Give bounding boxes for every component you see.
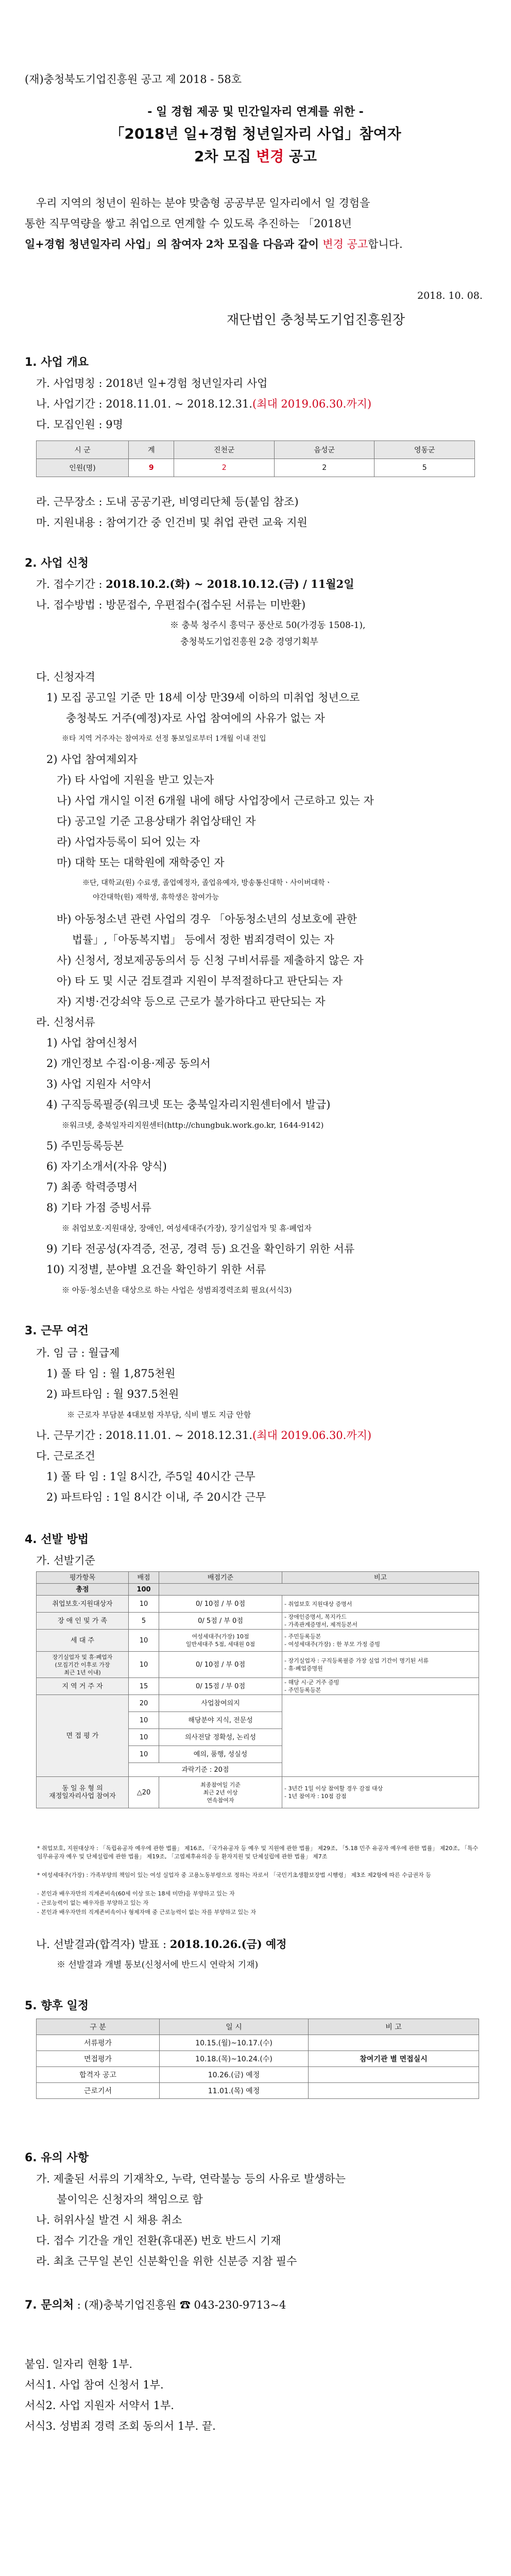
criteria-row-note: - 장애인증명서, 복지카드 - 가족관계증명서, 제적등본서 [282,1613,479,1630]
tie-note: - 3년간 1일 이상 참여할 경우 감점 대상 - 1년 참여자 : 10점 감점 [282,1777,479,1808]
caution-item: 가. 제출된 서류의 기재착오, 누락, 연락불능 등의 사유로 발생하는 [36,2173,346,2185]
sec3-period-text: 나. 근무기간 : 2018.11.01. ~ 2018.12.31. [36,1429,252,1442]
document-item: 4) 구직등록필증(워크넷 또는 충북일자리지원센터에서 발급) [46,1098,331,1111]
interview-criterion: 예의, 품행, 성실성 [159,1746,282,1763]
sec4-announcement-date: 2018.10.26.(금) 예정 [169,1938,287,1951]
schedule-header-note: 비 고 [309,2019,479,2035]
recruit-table [36,440,475,477]
criteria-row-standard: 여성세대주(가장) 10점 일반세대주 5점, 세대원 0점 [159,1630,282,1652]
sec2-eligibility-1: 1) 모집 공고일 기준 만 18세 이상 만39세 이하의 미취업 청년으로 [46,691,360,704]
sec3-wage: 가. 임 금 : 월급제 [36,1347,120,1359]
notice-date: 2018. 10. 08. [417,290,483,301]
title-sub-part1: 2차 모집 [194,148,257,165]
criteria-total-label: 총점 [37,1584,129,1596]
attachment-item: 서식1. 사업 참여 신청서 1부. [25,2379,164,2391]
sec1-project-name: 가. 사업명칭 : 2018년 일+경험 청년일자리 사업 [36,377,268,389]
interview-criterion: 사업참여의지 [159,1695,282,1712]
document-item: 10) 지정별, 분야별 요건을 확인하기 위한 서류 [46,1263,266,1276]
section-4-title: 4. 선발 방법 [25,1533,89,1546]
exclusion-item: 아) 타 도 및 시군 검토결과 지원이 부적절하다고 판단되는 자 [57,975,343,987]
sec1-support: 마. 지원내용 : 참여기간 중 인건비 및 취업 관련 교육 지원 [36,516,308,529]
interview-criterion: 의사전달 정확성, 논리성 [159,1729,282,1746]
sec3-conditions: 다. 근로조건 [36,1450,95,1462]
interview-score: 20 [129,1695,159,1712]
sec2-period-label: 가. 접수기간 : [36,578,106,590]
schedule-date: 10.18.(목)~10.24.(수) [160,2051,309,2067]
sec2-eligibility: 다. 신청자격 [36,671,95,683]
notice-subtitle: - 일 경험 제공 및 민간일자리 연계를 위한 - [147,106,364,118]
section-7-title: 7. 문의처 [25,2299,74,2312]
tie-item: 동 일 유 형 의 재정일자리사업 참여자 [37,1777,129,1808]
contact-info: : (재)충북기업진흥원 ☎ 043-230-9713~4 [74,2299,286,2311]
criteria-row-score: 5 [129,1613,159,1630]
sec1-recruit-count: 다. 모집인원 : 9명 [36,418,123,431]
sec3-condition-full: 1) 풀 타 임 : 1일 8시간, 주5일 40시간 근무 [46,1470,256,1483]
schedule-type: 근로기서 [37,2083,160,2099]
criteria-row-standard: 0/ 10점 / 부 0점 [159,1596,282,1613]
criteria-row-item: 지 역 거 주 자 [37,1678,129,1695]
section-5-title: 5. 향후 일정 [25,1999,89,2012]
sec4-criteria-label: 가. 선발기준 [36,1554,95,1567]
interview-criterion: 해당분야 지식, 전문성 [159,1712,282,1729]
section-6-title: 6. 유의 사항 [25,2151,89,2164]
exclusion-item: 나) 사업 개시일 이전 6개월 내에 해당 사업장에서 근로하고 있는 자 [57,794,374,807]
exclusion-item: 라) 사업자등록이 되어 있는 자 [57,836,200,848]
caution-item: 나. 허위사실 발견 시 채용 취소 [36,2214,182,2226]
schedule-date: 10.26.(금) 예정 [160,2067,309,2083]
interview-note-blank [282,1695,479,1777]
schedule-note [309,2083,479,2099]
document-item: 5) 주민등록등본 [46,1140,124,1152]
sec2-eligibility-1b: 충청북도 거주(예정)자로 사업 참여에의 사유가 없는 자 [66,712,325,724]
issuer-org: 재단법인 충청북도기업진흥원장 [227,312,405,327]
interview-score: 10 [129,1746,159,1763]
criteria-row-standard: 0/ 15점 / 부 0점 [159,1678,282,1695]
caution-item: 다. 접수 기간을 개인 전환(휴대폰) 번호 반드시 기재 [36,2234,281,2247]
document-item: 3) 사업 지원자 서약서 [46,1078,151,1090]
criteria-row-standard: 0/ 10점 / 부 0점 [159,1652,282,1678]
schedule-type: 면접평가 [37,2051,160,2067]
recruit-total: 9 [129,459,174,477]
criteria-note: * 여성세대주(가장) : 가족부양의 책임이 있는 여성 실업자 중 고용노동부령으로 정하는 자로서 「국민기초생활보장법 시행령」 제3조 제2항에 따른 수급권자 등 [37,1872,431,1878]
intro-line-1: 우리 지역의 청년이 원하는 분야 맞춤형 공공부문 일자리에서 일 경험을 [36,197,370,209]
intro-line-2: 통한 직무역량을 쌓고 취업으로 연계할 수 있도록 추진하는 「2018년 [25,217,352,230]
notice-title: 「2018년 일+경험 청년일자리 사업」참여자 [110,125,401,142]
sec3-period [36,1428,371,1443]
section-7 [25,2298,286,2313]
sec1-workplace: 라. 근무장소 : 도내 공공기관, 비영리단체 등(붙임 참조) [36,496,299,508]
recruit-row-label: 인원(명) [37,459,129,477]
document-item: 7) 최종 학력증명서 [46,1181,138,1193]
document-item: 9) 기타 전공성(자격증, 전공, 경력 등) 요건을 확인하기 위한 서류 [46,1243,355,1255]
criteria-header-standard: 배점기준 [159,1572,282,1584]
sec4-announcement-label: 나. 선발결과(합격자) 발표 : [36,1938,170,1951]
criteria-row-score: 10 [129,1596,159,1613]
sec3-condition-part: 2) 파트타임 : 1일 8시간 이내, 주 20시간 근무 [46,1491,266,1503]
criteria-header-item: 평가항목 [37,1572,129,1584]
criteria-row-item: 장기실업자 및 휴·폐업자 (모집기간 이후로 가장 최근 1년 이내) [37,1652,129,1678]
recruit-header-jincheon: 진천군 [174,441,275,459]
criteria-row-item: 취업보호·지원대상자 [37,1596,129,1613]
schedule-date: 10.15.(월)~10.17.(수) [160,2035,309,2051]
exclusion-item: 가) 타 사업에 지원을 받고 있는자 [57,774,214,786]
intro-line-3 [25,237,403,251]
criteria-note: - 본인과 배우자만의 직계존비속이나 형제자매 중 근로능력이 없는 자를 부양하고 있는 자 [37,1909,256,1916]
schedule-header-date: 일 시 [160,2019,309,2035]
sec3-wage-full: 1) 풀 타 임 : 월 1,875천원 [46,1367,176,1380]
document-item: 8) 기타 가점 증빙서류 [46,1201,151,1214]
interview-cutoff: 과락기준 : 20점 [129,1763,282,1777]
schedule-type: 합격자 공고 [37,2067,160,2083]
sec3-wage-part: 2) 파트타임 : 월 937.5천원 [46,1388,179,1400]
sec2-documents: 라. 신청서류 [36,1016,95,1028]
criteria-row-note: - 주민등록등본 - 여성세대주(가장) : 한 부모 가정 증빙 [282,1630,479,1652]
sec3-period-max: (최대 2019.06.30.까지) [252,1429,372,1442]
title-change-highlight: 변경 [256,148,284,165]
intro-change-highlight: 변경 공고 [322,238,368,250]
criteria-row-score: 10 [129,1652,159,1678]
schedule-table [36,2019,479,2099]
criteria-row-note: - 취업보호 지원대상 증명서 [282,1596,479,1613]
tie-criterion: 최종참여일 기준 최근 2년 이상 연속참여자 [159,1777,282,1808]
exclusion-item: 바) 아동청소년 관련 사업의 경우 「아동청소년의 성보호에 관한 [57,913,357,925]
caution-item: 라. 최초 근무일 본인 신분확인을 위한 신분증 지참 필수 [36,2255,297,2267]
recruit-header-eumseong: 음성군 [274,441,374,459]
exclusion-item-cont: 법률」,「아동복지법」 등에서 정한 범죄경력이 있는 자 [72,934,334,946]
sec1-period-max: (최대 2019.06.30.까지) [252,398,372,410]
criteria-total-blank [159,1584,479,1596]
recruit-header-region: 시 군 [37,441,129,459]
criteria-row-score: 10 [129,1630,159,1652]
attachment-item: 서식3. 성범죄 경력 조회 동의서 1부. 끝. [25,2420,216,2432]
document-note-2: ※ 취업보호·지원대상, 장애인, 여성세대주(가장), 장기실업자 및 휴·폐업자 [62,1224,312,1233]
sec2-exclusions: 2) 사업 참여제외자 [46,753,138,766]
recruit-yeongdong: 5 [374,459,475,477]
exclusion-item: 사) 신청서, 정보제공동의서 등 신청 구비서류를 제출하지 않은 자 [57,954,364,967]
sec1-period [36,397,371,411]
criteria-note: * 취업보호, 지원대상자 : 「독립유공자 예우에 관한 법률」 제16조, 「국가유공자 등 예우 및 지원에 관한 법률」 제29조, 「5.18 민주 유공자 예우에 관한 법률」 제20조, 「특수임무유공자 예우 및 단체설립에 관한 법률」 제19조, 「고엽제후유의증 등 환자지원 및 단체설립에 관한 법률」 제7조 [37,1845,479,1860]
document-item: 2) 개인정보 수집·이용·제공 동의서 [46,1057,211,1070]
section-3-title: 3. 근무 여건 [25,1325,89,1337]
section-1-title: 1. 사업 개요 [25,356,89,369]
attachment-item: 붙임. 일자리 현황 1부. [25,2358,133,2370]
criteria-total-value: 100 [129,1584,159,1596]
interview-score: 10 [129,1729,159,1746]
schedule-date: 11.01.(목) 예정 [160,2083,309,2099]
selection-criteria-table [36,1571,479,1808]
schedule-note [309,2035,479,2051]
document-note-3: ※ 아동·청소년을 대상으로 하는 사업은 성범죄경력조회 필요(서식3) [62,1285,292,1295]
document-note: ※워크넷, 충북일자리지원센터(http://chungbuk.work.go.kr, 1644-9142) [62,1121,324,1130]
sec2-address-2: 충청북도기업진흥원 2층 경영기획부 [180,637,318,647]
document-item: 6) 자기소개서(자유 양식) [46,1160,167,1173]
sec1-period-text: 나. 사업기간 : 2018.11.01. ~ 2018.12.31. [36,398,252,410]
exclusion-item: 마) 대학 또는 대학원에 재학중인 자 [57,856,225,869]
exclusion-item: 자) 지병·건강쇠약 등으로 근로가 불가하다고 판단되는 자 [57,995,326,1008]
tie-score: △20 [129,1777,159,1808]
intro-line-3c: 합니다. [368,238,403,250]
criteria-header-score: 배점 [129,1572,159,1584]
criteria-row-score: 15 [129,1678,159,1695]
criteria-row-note: - 장기실업자 : 구직등록필증 가장 실업 기간이 명기된 서류 - 휴·폐업증명원 [282,1652,479,1678]
criteria-note: - 근로능력이 없는 배우자를 부양하고 있는 자 [37,1900,149,1906]
exclusion-note-1: ※단, 대학교(원) 수료생, 졸업예정자, 졸업유예자, 방송통신대학ㆍ사이버대학ㆍ [82,879,332,887]
sec2-method: 나. 접수방법 : 방문접수, 우편접수(접수된 서류는 미반환) [36,599,306,611]
interview-label: 면 접 평 가 [37,1695,129,1777]
schedule-type: 서류평가 [37,2035,160,2051]
exclusion-note-2: 야간대학(원) 재학생, 휴학생은 참여가능 [93,893,219,902]
sec2-eligibility-note: ※타 지역 거주자는 참여자로 선정 통보일로부터 1개월 이내 전입 [62,735,266,743]
attachment-item: 서식2. 사업 지원자 서약서 1부. [25,2399,174,2412]
recruit-eumseong: 2 [274,459,374,477]
exclusion-item: 다) 공고일 기준 고용상태가 취업상태인 자 [57,815,256,827]
recruit-jincheon: 2 [174,459,275,477]
interview-score: 10 [129,1712,159,1729]
criteria-row-note: - 해당 시·군 거주 증빙 - 주민등록등본 [282,1678,479,1695]
sec2-period [36,577,354,591]
schedule-note: 참여기관 별 면접실시 [309,2051,479,2067]
recruit-header-yeongdong: 영동군 [374,441,475,459]
sec3-wage-note: ※ 근로자 부담분 4대보험 자부담, 식비 별도 지급 안함 [67,1410,251,1419]
criteria-row-standard: 0/ 5점 / 부 0점 [159,1613,282,1630]
notice-title-sub [0,145,511,166]
criteria-row-item: 장 애 인 및 가 족 [37,1613,129,1630]
notice-number: (재)충청북도기업진흥원 공고 제 2018 - 58호 [25,73,242,86]
schedule-note [309,2067,479,2083]
recruit-header-total: 계 [129,441,174,459]
criteria-note: - 본인과 배우자만의 직계존비속(60세 이상 또는 18세 미만)을 부양하고 있는 자 [37,1890,235,1897]
title-sub-part2: 공고 [284,148,317,165]
section-2-title: 2. 사업 신청 [25,557,89,570]
sec2-period-date: 2018.10.2.(화) ~ 2018.10.12.(금) / 11월2일 [106,578,354,590]
sec2-address-1: ※ 충북 청주시 흥덕구 풍산로 50(가경동 1508-1), [170,620,366,631]
sec4-announcement [36,1937,287,1952]
criteria-row-item: 세 대 주 [37,1630,129,1652]
criteria-header-note: 비고 [282,1572,479,1584]
schedule-header-type: 구 분 [37,2019,160,2035]
document-item: 1) 사업 참여신청서 [46,1037,138,1049]
caution-item-cont: 불이익은 신청자의 책임으로 함 [57,2193,203,2206]
intro-line-3a: 일+경험 청년일자리 사업」의 참여자 2차 모집을 다음과 같이 [25,238,323,250]
sec4-announcement-note: ※ 선발결과 개별 통보(신청서에 반드시 연락처 기재) [57,1960,259,1970]
